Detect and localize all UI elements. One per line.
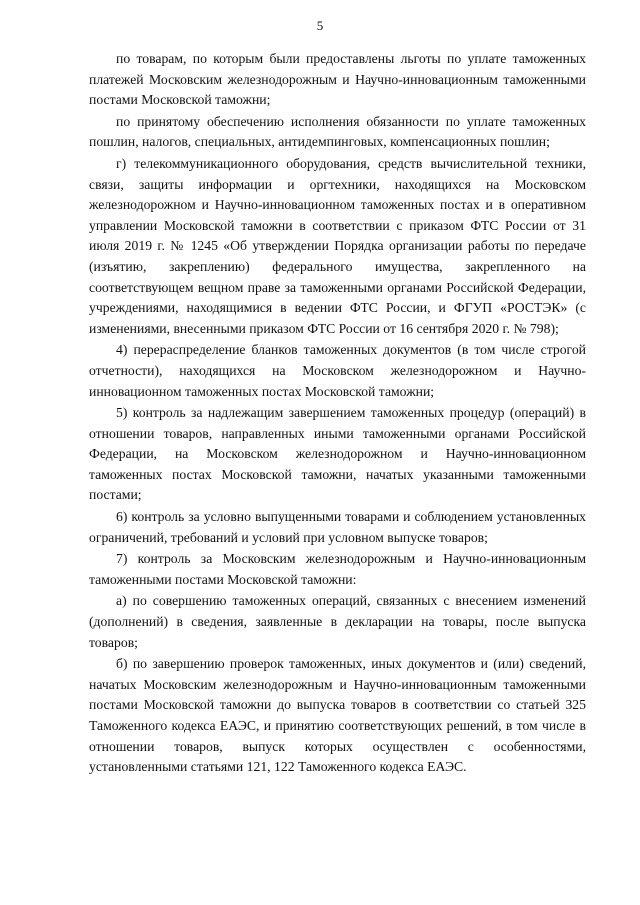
paragraph-item-4-forms: 4) перераспределение бланков таможенных документов (в том числе строгой отчетности), находящихся на Московском железнодорожном и Научно-инновационном таможенных постах Московской таможни; xyxy=(89,342,586,399)
paragraph-item-5-control-procedures: 5) контроль за надлежащим завершением таможенных процедур (операций) в отношении товаров, направленных иными таможенными органами Российской Федерации, на Московском железнодорожном и Научно-инновационном таможенных постах Московской таможни, начатых указанными таможенными постами; xyxy=(89,405,586,503)
paragraph-item-7a-amendments: а) по совершению таможенных операций, связанных с внесением изменений (дополнений) в сведения, заявленные в декларации на товары, после выпуска товаров; xyxy=(89,593,586,650)
paragraph-item-7b-inspections: б) по завершению проверок таможенных, иных документов и (или) сведений, начатых Московским железнодорожным и Научно-инновационным таможенными постами Московской таможни до выпуска товаров в соответствии со статьей 325 Таможенного кодекса ЕАЭС, и принятию соответствующих решений, в том числе в отношении товаров, выпуск которых осуществлен с особенностями, установленными статьями 121, 122 Таможенного кодекса ЕАЭС. xyxy=(89,656,586,775)
paragraph-item-7-control-posts: 7) контроль за Московским железнодорожным и Научно-инновационным таможенными постами Московской таможни: xyxy=(89,551,586,587)
paragraph-benefits: по товарам, по которым были предоставлены льготы по уплате таможенных платежей Московским железнодорожным и Научно-инновационным таможенными постами Московской таможни; xyxy=(89,51,586,108)
document-body xyxy=(89,49,586,779)
paragraph-item-6-conditional-release: 6) контроль за условно выпущенными товарами и соблюдением установленных ограничений, требований и условий при условном выпуске товаров; xyxy=(89,509,586,545)
page-number: 5 xyxy=(316,18,324,33)
paragraph-item-g-equipment: г) телекоммуникационного оборудования, средств вычислительной техники, связи, защиты информации и оргтехники, находящихся на Московском железнодорожном и Научно-инновационном таможенных постах и в оперативном управлении Московской таможни в соответствии с приказом ФТС России от 31 июля 2019 г. № 1245 «Об утверждении Порядка организации работы по передаче (изъятию, закреплению) федерального имущества, закрепленного на соответствующем вещном праве за таможенными органами Российской Федерации, учреждениями, находящимися в ведении ФТС России, и ФГУП «РОСТЭК» (с изменениями, внесенными приказом ФТС России от 16 сентября 2020 г. № 798); xyxy=(89,155,586,336)
paragraph-security: по принятому обеспечению исполнения обязанности по уплате таможенных пошлин, налогов, специальных, антидемпинговых, компенсационных пошлин; xyxy=(89,113,586,150)
